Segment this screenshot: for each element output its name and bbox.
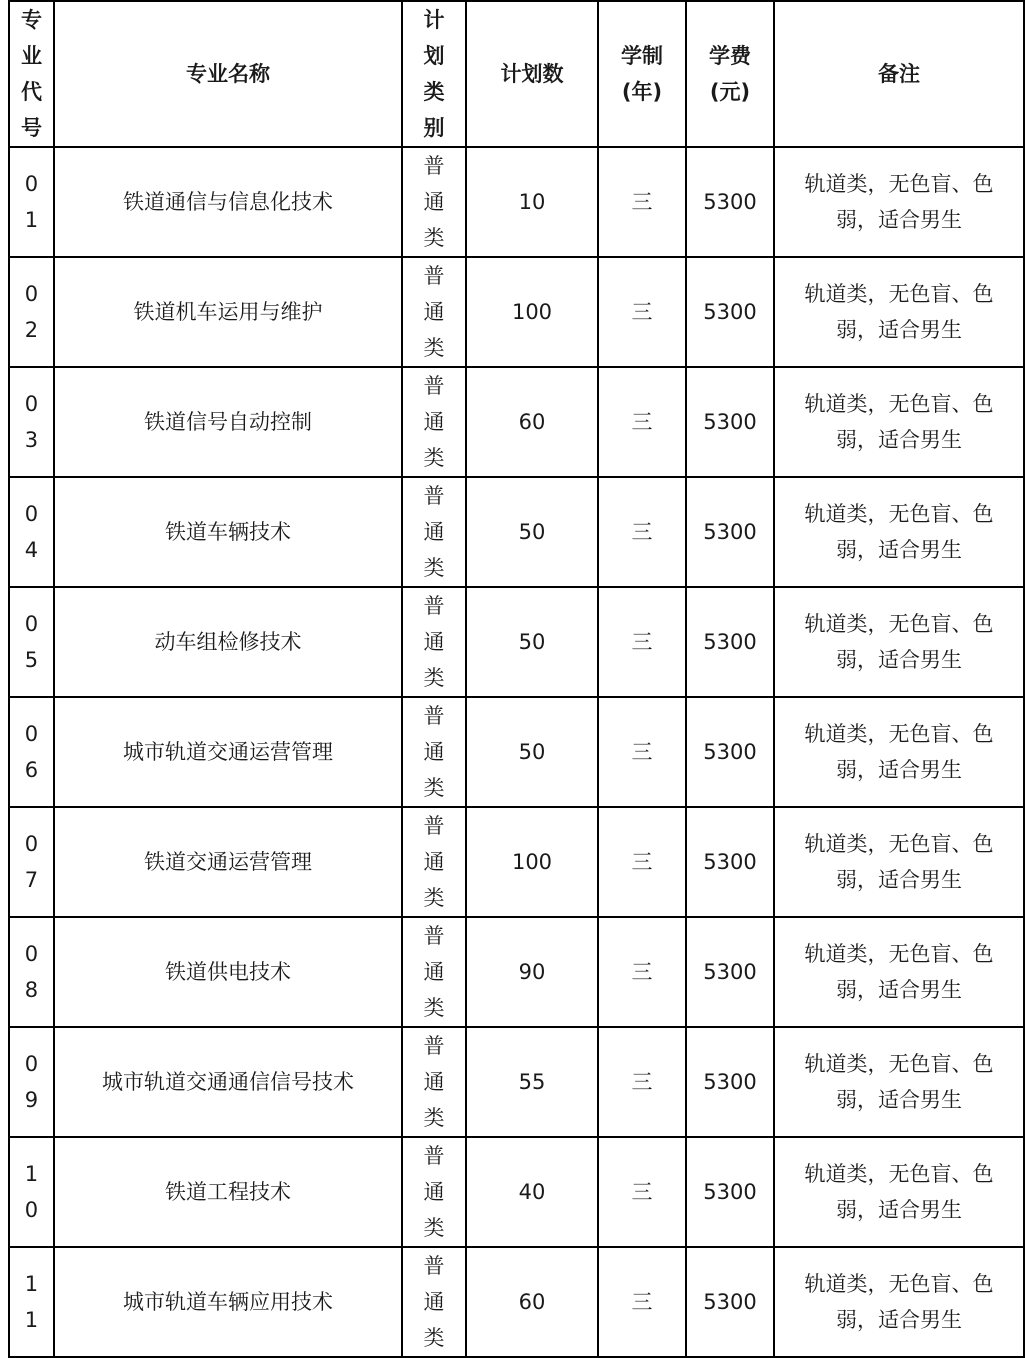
row-code-cell	[9, 587, 54, 697]
row-note-text: 轨道类，无色盲、色弱，适合男生	[804, 502, 994, 562]
row-note-cell	[774, 807, 1024, 917]
row-note-text: 轨道类，无色盲、色弱，适合男生	[804, 942, 994, 1002]
row-code-cell	[9, 1137, 54, 1247]
row-duration-cell: 三	[598, 477, 686, 587]
row-note-text: 轨道类，无色盲、色弱，适合男生	[804, 1052, 994, 1112]
row-note-cell	[774, 1137, 1024, 1247]
table-row	[9, 917, 1024, 1027]
row-plan-type-cell	[402, 477, 466, 587]
row-code-cell	[9, 1247, 54, 1357]
row-code-text: 06	[24, 722, 39, 782]
row-plan-type-text: 普通类	[423, 704, 445, 800]
row-plan-type-cell	[402, 1247, 466, 1357]
row-plan-type-cell	[402, 1137, 466, 1247]
row-note-text: 轨道类，无色盲、色弱，适合男生	[804, 612, 994, 672]
row-name-cell: 铁道车辆技术	[54, 477, 402, 587]
table-row	[9, 587, 1024, 697]
row-plan-count-cell: 50	[466, 477, 598, 587]
row-duration-cell: 三	[598, 697, 686, 807]
row-plan-type-text: 普通类	[423, 374, 445, 470]
row-code-text: 09	[24, 1052, 39, 1112]
header-fee: 学费(元)	[686, 1, 774, 147]
row-code-text: 01	[24, 172, 39, 232]
header-duration: 学制(年)	[598, 1, 686, 147]
table-row	[9, 1027, 1024, 1137]
row-plan-type-cell	[402, 367, 466, 477]
row-plan-type-cell	[402, 697, 466, 807]
row-fee-cell: 5300	[686, 1027, 774, 1137]
row-note-text: 轨道类，无色盲、色弱，适合男生	[804, 1162, 994, 1222]
row-plan-type-text: 普通类	[423, 594, 445, 690]
row-plan-count-cell: 50	[466, 697, 598, 807]
row-name-cell: 铁道供电技术	[54, 917, 402, 1027]
enrollment-plan-table	[8, 0, 1025, 1358]
row-fee-cell: 5300	[686, 147, 774, 257]
table-row	[9, 1137, 1024, 1247]
row-plan-type-cell	[402, 587, 466, 697]
row-duration-cell: 三	[598, 367, 686, 477]
row-code-text: 08	[24, 942, 39, 1002]
row-fee-cell: 5300	[686, 367, 774, 477]
row-plan-type-cell	[402, 147, 466, 257]
row-note-text: 轨道类，无色盲、色弱，适合男生	[804, 172, 994, 232]
row-code-cell	[9, 697, 54, 807]
row-plan-type-text: 普通类	[423, 1144, 445, 1240]
row-name-cell: 铁道交通运营管理	[54, 807, 402, 917]
row-plan-type-cell	[402, 917, 466, 1027]
row-code-cell	[9, 477, 54, 587]
row-note-text: 轨道类，无色盲、色弱，适合男生	[804, 392, 994, 452]
header-row	[9, 1, 1024, 147]
row-code-text: 07	[24, 832, 39, 892]
row-plan-count-cell: 100	[466, 807, 598, 917]
row-duration-cell: 三	[598, 587, 686, 697]
table-row	[9, 257, 1024, 367]
row-note-cell	[774, 477, 1024, 587]
row-code-cell	[9, 917, 54, 1027]
row-plan-type-text: 普通类	[423, 1034, 445, 1130]
row-fee-cell: 5300	[686, 1137, 774, 1247]
header-name: 专业名称	[54, 1, 402, 147]
header-plan-count: 计划数	[466, 1, 598, 147]
row-note-cell	[774, 697, 1024, 807]
row-plan-type-text: 普通类	[423, 264, 445, 360]
row-plan-type-text: 普通类	[423, 484, 445, 580]
row-code-text: 04	[24, 502, 39, 562]
row-duration-cell: 三	[598, 147, 686, 257]
row-duration-cell: 三	[598, 257, 686, 367]
row-name-cell: 城市轨道车辆应用技术	[54, 1247, 402, 1357]
row-fee-cell: 5300	[686, 257, 774, 367]
row-code-cell	[9, 147, 54, 257]
table-row	[9, 367, 1024, 477]
row-plan-count-cell: 10	[466, 147, 598, 257]
row-plan-count-cell: 55	[466, 1027, 598, 1137]
row-code-cell	[9, 807, 54, 917]
row-note-cell	[774, 1247, 1024, 1357]
row-note-cell	[774, 587, 1024, 697]
row-plan-count-cell: 90	[466, 917, 598, 1027]
row-plan-count-cell: 50	[466, 587, 598, 697]
table-row	[9, 807, 1024, 917]
row-fee-cell: 5300	[686, 697, 774, 807]
row-name-cell: 铁道信号自动控制	[54, 367, 402, 477]
row-code-text: 11	[24, 1272, 39, 1332]
row-plan-count-cell: 60	[466, 367, 598, 477]
row-code-text: 05	[24, 612, 39, 672]
row-plan-type-text: 普通类	[423, 814, 445, 910]
row-note-cell	[774, 257, 1024, 367]
row-code-cell	[9, 257, 54, 367]
row-note-text: 轨道类，无色盲、色弱，适合男生	[804, 722, 994, 782]
row-plan-count-cell: 60	[466, 1247, 598, 1357]
row-fee-cell: 5300	[686, 477, 774, 587]
row-note-text: 轨道类，无色盲、色弱，适合男生	[804, 832, 994, 892]
row-name-cell: 城市轨道交通运营管理	[54, 697, 402, 807]
row-plan-type-text: 普通类	[423, 1254, 445, 1350]
row-fee-cell: 5300	[686, 917, 774, 1027]
row-code-cell	[9, 367, 54, 477]
row-name-cell: 铁道通信与信息化技术	[54, 147, 402, 257]
row-note-cell	[774, 1027, 1024, 1137]
row-fee-cell: 5300	[686, 1247, 774, 1357]
row-plan-type-text: 普通类	[423, 924, 445, 1020]
row-name-cell: 铁道机车运用与维护	[54, 257, 402, 367]
table-row	[9, 147, 1024, 257]
row-note-text: 轨道类，无色盲、色弱，适合男生	[804, 1272, 994, 1332]
table-row	[9, 697, 1024, 807]
row-plan-type-cell	[402, 807, 466, 917]
row-note-text: 轨道类，无色盲、色弱，适合男生	[804, 282, 994, 342]
row-name-cell: 动车组检修技术	[54, 587, 402, 697]
row-name-cell: 铁道工程技术	[54, 1137, 402, 1247]
row-code-text: 10	[24, 1162, 39, 1222]
row-code-cell	[9, 1027, 54, 1137]
row-note-cell	[774, 917, 1024, 1027]
row-duration-cell: 三	[598, 1027, 686, 1137]
row-duration-cell: 三	[598, 917, 686, 1027]
row-duration-cell: 三	[598, 1137, 686, 1247]
row-note-cell	[774, 147, 1024, 257]
header-code: 专业代号	[9, 1, 54, 147]
row-plan-type-text: 普通类	[423, 154, 445, 250]
row-plan-count-cell: 100	[466, 257, 598, 367]
row-fee-cell: 5300	[686, 587, 774, 697]
table-row	[9, 477, 1024, 587]
row-fee-cell: 5300	[686, 807, 774, 917]
header-note: 备注	[774, 1, 1024, 147]
row-plan-type-cell	[402, 1027, 466, 1137]
row-note-cell	[774, 367, 1024, 477]
row-duration-cell: 三	[598, 1247, 686, 1357]
table-row	[9, 1247, 1024, 1357]
row-code-text: 02	[24, 282, 39, 342]
header-plan-type: 计划类别	[402, 1, 466, 147]
row-plan-count-cell: 40	[466, 1137, 598, 1247]
row-duration-cell: 三	[598, 807, 686, 917]
row-plan-type-cell	[402, 257, 466, 367]
row-name-cell: 城市轨道交通通信信号技术	[54, 1027, 402, 1137]
row-code-text: 03	[24, 392, 39, 452]
